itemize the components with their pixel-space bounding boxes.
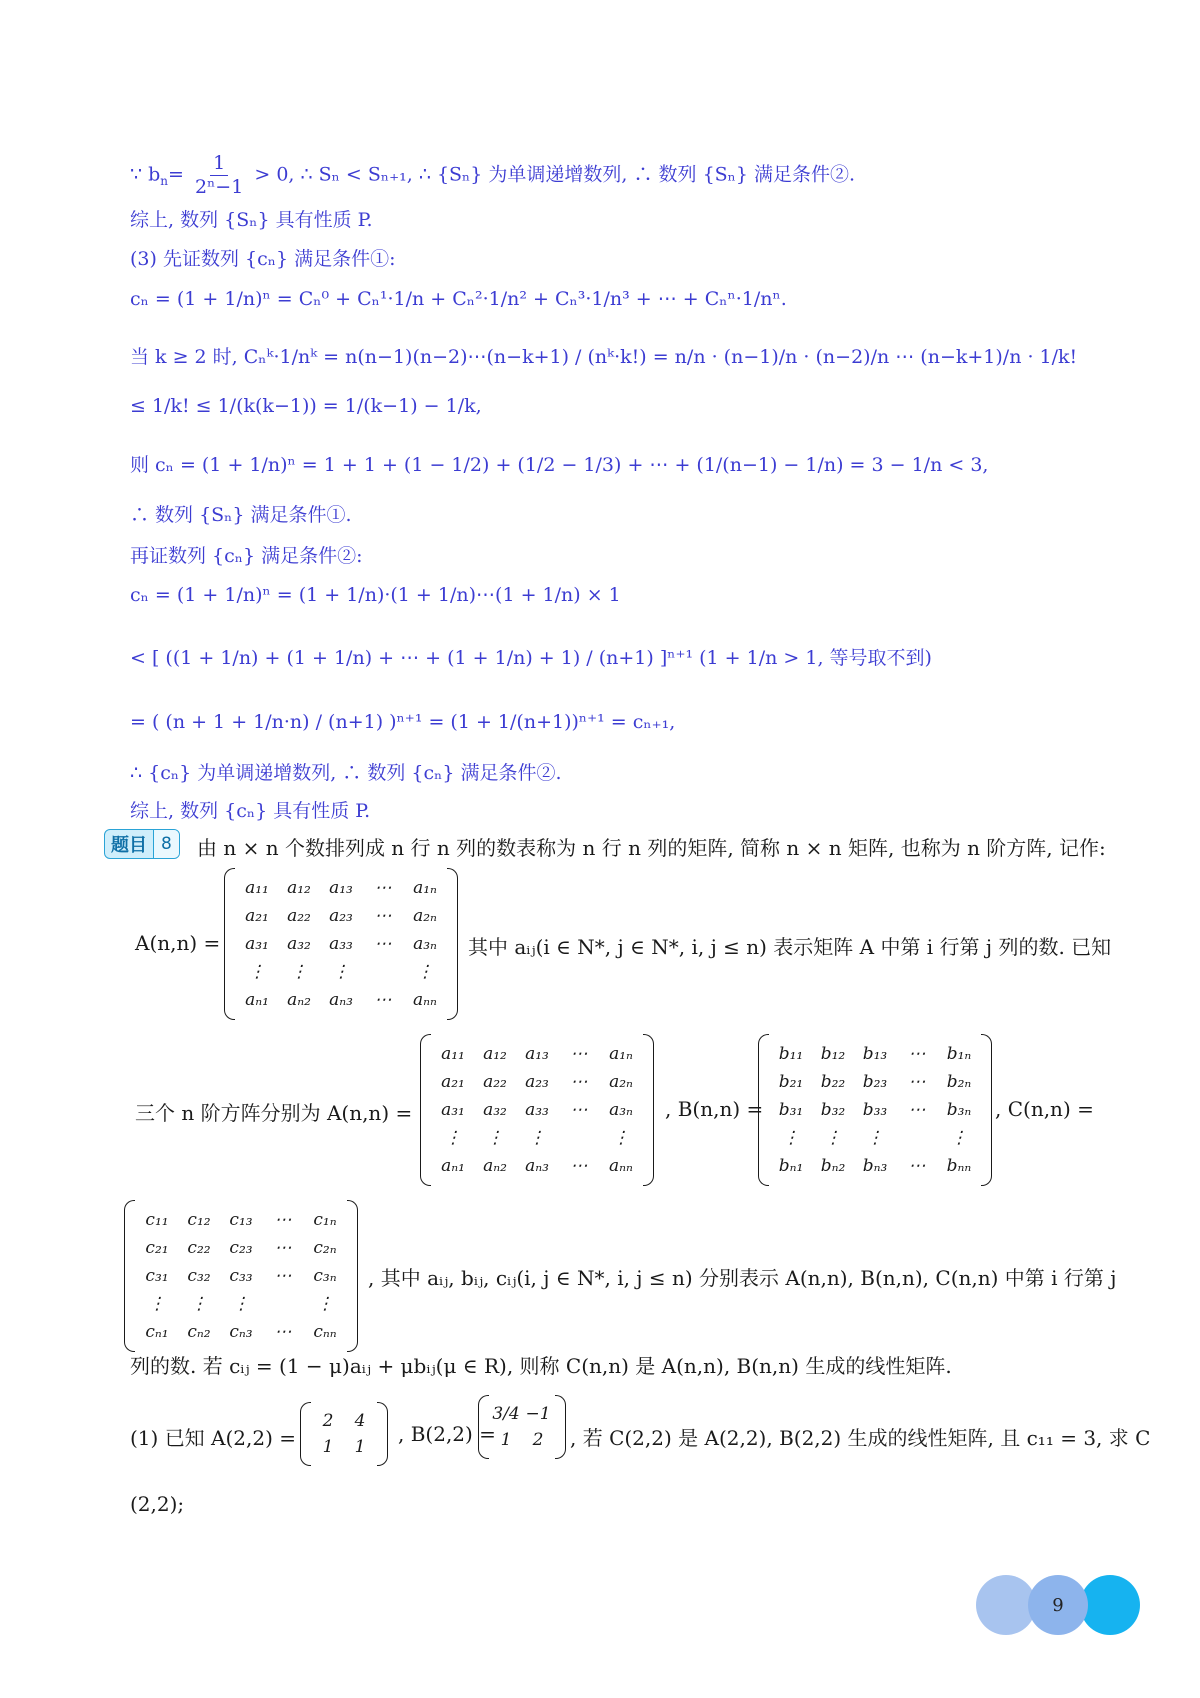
matrix-entry: bₙ₁ xyxy=(778,1156,804,1176)
matrix-entry: c₃₃ xyxy=(229,1266,253,1286)
where-text: , 其中 aᵢⱼ, bᵢⱼ, cᵢⱼ(i, j ∈ N*, i, j ≤ n) 分别表示 A(n,n), B(n,n), C(n,n) 中第 i 行第 j xyxy=(368,1266,1117,1290)
matrix-entry: ⋯ xyxy=(908,1044,926,1064)
matrix-entry: cₙ₂ xyxy=(187,1322,211,1342)
matrix-entry: c₁₃ xyxy=(229,1210,253,1230)
solution-line-8: ∴ 数列 {Sₙ} 满足条件①. xyxy=(130,504,352,526)
solution-line-3: (3) 先证数列 {cₙ} 满足条件①: xyxy=(130,248,396,270)
solution-line-1: ∵ $b_n=$ $\frac{1}{\text{2ⁿ−1}}$ > 0, ∴ Sₙ < Sₙ₊₁, ∴ {Sₙ} 为单调递增数列, ∴ 数列 {Sₙ} 满足条件②. xyxy=(130,152,856,198)
matrix-entry: aₙ₁ xyxy=(441,1156,465,1176)
matrix-entry: c₃ₙ xyxy=(313,1266,337,1286)
page-number: 9 xyxy=(1028,1575,1088,1635)
page-decoration-circle xyxy=(976,1575,1036,1635)
matrix-entry: b₁₁ xyxy=(778,1044,804,1064)
matrix-entry: b₃ₙ xyxy=(946,1100,972,1120)
matrix-entry: ⋯ xyxy=(908,1100,926,1120)
matrix-entry: ⋯ xyxy=(570,1044,588,1064)
matrix-entry: ⋯ xyxy=(570,1156,588,1176)
matrix-entry: a₂₂ xyxy=(287,906,311,926)
matrix-entry: a₁₃ xyxy=(525,1044,549,1064)
solution-line-7: 则 cₙ = (1 + 1/n)ⁿ = 1 + 1 + (1 − 1/2) + (1/2 − 1/3) + ⋯ + (1/(n−1) − 1/n) = 3 − 1/n < 3, xyxy=(130,454,989,476)
matrix-entry: 3/4 xyxy=(492,1404,520,1424)
solution-line-2: 综上, 数列 {Sₙ} 具有性质 P. xyxy=(130,209,373,231)
problem-tag-label: 题目 xyxy=(111,835,147,856)
matrix-entry: ⋮ xyxy=(528,1128,546,1148)
matrix-c xyxy=(124,1200,358,1352)
matrix-entry: b₂₂ xyxy=(820,1072,846,1092)
matrix-entry: a₂ₙ xyxy=(609,1072,633,1092)
matrix-b xyxy=(758,1034,992,1186)
matrix-entry: cₙ₃ xyxy=(229,1322,253,1342)
matrix-entry: ⋯ xyxy=(274,1266,292,1286)
matrix-entry: a₃ₙ xyxy=(413,934,437,954)
matrix-entry: a₁₃ xyxy=(329,878,353,898)
matrix-entry: 2 xyxy=(322,1411,334,1431)
matrix-entry: a₁₂ xyxy=(483,1044,507,1064)
matrix-entry: c₃₂ xyxy=(187,1266,211,1286)
matrix-entry: aₙ₃ xyxy=(525,1156,549,1176)
matrix-entry: a₂₃ xyxy=(525,1072,549,1092)
matrix-entry: b₁₂ xyxy=(820,1044,846,1064)
matrix-entry: b₃₂ xyxy=(820,1100,846,1120)
fraction: $\frac{1}{\text{2ⁿ−1}}$ xyxy=(195,152,244,198)
matrix-entry: a₃₁ xyxy=(441,1100,465,1120)
matrix-entry: 1 xyxy=(322,1437,334,1457)
matrix-entry: c₂ₙ xyxy=(313,1238,337,1258)
matrix-entry: ⋯ xyxy=(570,1100,588,1120)
matrix-entry: aₙₙ xyxy=(609,1156,633,1176)
matrix-entry: ⋮ xyxy=(232,1294,250,1314)
matrix-entry: a₂₁ xyxy=(441,1072,465,1092)
matrix-entry: a₃ₙ xyxy=(609,1100,633,1120)
solution-line-6: ≤ 1/k! ≤ 1/(k(k−1)) = 1/(k−1) − 1/k, xyxy=(130,395,482,417)
matrix-b-2x2 xyxy=(478,1395,566,1459)
matrix-entry: ⋮ xyxy=(190,1294,208,1314)
problem-intro: 由 n × n 个数排列成 n 行 n 列的数表称为 n 行 n 列的矩阵, 简称 n × n 矩阵, 也称为 n 阶方阵, 记作: xyxy=(197,836,1106,860)
matrix-entry: bₙ₂ xyxy=(820,1156,846,1176)
matrix-entry: ⋯ xyxy=(908,1156,926,1176)
matrix-entry: ⋮ xyxy=(416,962,434,982)
matrix-entry: 1 xyxy=(500,1430,512,1450)
matrix-entry: 4 xyxy=(354,1411,366,1431)
matrix-entry: ⋯ xyxy=(274,1210,292,1230)
matrix-entry: c₂₁ xyxy=(145,1238,169,1258)
matrix-entry: a₁ₙ xyxy=(609,1044,633,1064)
solution-line-9: 再证数列 {cₙ} 满足条件②: xyxy=(130,545,363,567)
problem-tag-number: 8 xyxy=(153,830,179,858)
solution-line-13: ∴ {cₙ} 为单调递增数列, ∴ 数列 {cₙ} 满足条件②. xyxy=(130,762,562,784)
matrix-entry: a₂₂ xyxy=(483,1072,507,1092)
matrix-b-label: , B(n,n) = xyxy=(665,1097,764,1121)
matrix-entry: cₙₙ xyxy=(313,1322,337,1342)
matrix-entry: a₂₃ xyxy=(329,906,353,926)
matrix-entry: ⋯ xyxy=(274,1322,292,1342)
matrix-entry: a₁₁ xyxy=(441,1044,465,1064)
matrix-entry: b₃₃ xyxy=(862,1100,888,1120)
page-decoration-circle xyxy=(1080,1575,1140,1635)
solution-line-14: 综上, 数列 {cₙ} 具有性质 P. xyxy=(130,800,371,822)
matrix-entry: ⋮ xyxy=(612,1128,630,1148)
matrix-entry: a₃₂ xyxy=(483,1100,507,1120)
solution-line-5: 当 k ≥ 2 时, Cₙᵏ·1/nᵏ = n(n−1)(n−2)⋯(n−k+1) / (nᵏ·k!) = n/n · (n−1)/n · (n−2)/n ⋯ (n−k+1)/n · 1/k! xyxy=(130,346,1078,368)
linear-definition: 列的数. 若 cᵢⱼ = (1 − μ)aᵢⱼ + μbᵢⱼ(μ ∈ R), 则称 C(n,n) 是 A(n,n), B(n,n) 生成的线性矩阵. xyxy=(130,1354,952,1378)
question-1-b: , B(2,2) = xyxy=(398,1422,496,1446)
matrix-entry: ⋮ xyxy=(290,962,308,982)
matrix-entry: 1 xyxy=(354,1437,366,1457)
matrix-entry: a₃₁ xyxy=(245,934,269,954)
solution-line-4: cₙ = (1 + 1/n)ⁿ = Cₙ⁰ + Cₙ¹·1/n + Cₙ²·1/n² + Cₙ³·1/n³ + ⋯ + Cₙⁿ·1/nⁿ. xyxy=(130,288,787,310)
matrix-entry: ⋮ xyxy=(316,1294,334,1314)
matrix-entry: ⋮ xyxy=(444,1128,462,1148)
matrix-entry: a₃₃ xyxy=(525,1100,549,1120)
matrix-entry: ⋮ xyxy=(332,962,350,982)
matrix-entry: b₂₁ xyxy=(778,1072,804,1092)
solution-line-11: < [ ((1 + 1/n) + (1 + 1/n) + ⋯ + (1 + 1/n) + 1) / (n+1) ]ⁿ⁺¹ (1 + 1/n > 1, 等号取不到) xyxy=(130,647,932,669)
question-1-a: (1) 已知 A(2,2) = xyxy=(130,1426,297,1450)
matrix-entry: a₃₃ xyxy=(329,934,353,954)
matrix-entry: a₃₂ xyxy=(287,934,311,954)
three-matrices-intro: 三个 n 阶方阵分别为 A(n,n) = xyxy=(135,1101,413,1125)
matrix-entry: ⋮ xyxy=(248,962,266,982)
matrix-entry: c₁₁ xyxy=(145,1210,169,1230)
matrix-entry: b₁ₙ xyxy=(946,1044,972,1064)
question-1-end: (2,2); xyxy=(130,1492,185,1516)
matrix-entry: ⋯ xyxy=(374,990,392,1010)
matrix-a xyxy=(420,1034,654,1186)
matrix-entry: b₁₃ xyxy=(862,1044,888,1064)
matrix-entry: bₙₙ xyxy=(946,1156,972,1176)
matrix-entry: aₙₙ xyxy=(413,990,437,1010)
matrix-entry: c₃₁ xyxy=(145,1266,169,1286)
matrix-entry: c₁₂ xyxy=(187,1210,211,1230)
matrix-c-label: , C(n,n) = xyxy=(995,1097,1094,1121)
problem-tag xyxy=(104,829,180,859)
matrix-entry: a₂₁ xyxy=(245,906,269,926)
matrix-entry: ⋮ xyxy=(866,1128,884,1148)
matrix-entry: ⋮ xyxy=(824,1128,842,1148)
matrix-entry: c₂₂ xyxy=(187,1238,211,1258)
matrix-entry: ⋮ xyxy=(148,1294,166,1314)
matrix-entry: bₙ₃ xyxy=(862,1156,888,1176)
question-1-c: , 若 C(2,2) 是 A(2,2), B(2,2) 生成的线性矩阵, 且 c₁₁ = 3, 求 C xyxy=(570,1426,1151,1450)
matrix-entry: 2 xyxy=(532,1430,544,1450)
matrix-entry: ⋮ xyxy=(950,1128,968,1148)
matrix-entry: ⋯ xyxy=(374,934,392,954)
matrix-entry: −1 xyxy=(525,1404,551,1424)
matrix-entry: cₙ₁ xyxy=(145,1322,169,1342)
matrix-entry: b₂ₙ xyxy=(946,1072,972,1092)
matrix-entry: aₙ₂ xyxy=(287,990,311,1010)
matrix-entry: a₁ₙ xyxy=(413,878,437,898)
solution-line-10: cₙ = (1 + 1/n)ⁿ = (1 + 1/n)·(1 + 1/n)⋯(1 + 1/n) × 1 xyxy=(130,584,621,606)
matrix-entry: ⋯ xyxy=(570,1072,588,1092)
matrix-entry: c₁ₙ xyxy=(313,1210,337,1230)
matrix-entry: ⋯ xyxy=(908,1072,926,1092)
matrix-entry: aₙ₁ xyxy=(245,990,269,1010)
matrix-entry: a₂ₙ xyxy=(413,906,437,926)
matrix-entry: ⋯ xyxy=(274,1238,292,1258)
matrix-entry: ⋯ xyxy=(374,906,392,926)
matrix-entry: ⋯ xyxy=(374,878,392,898)
def-lhs: A(n,n) = xyxy=(135,931,221,955)
matrix-entry: a₁₁ xyxy=(245,878,269,898)
matrix-entry: b₃₁ xyxy=(778,1100,804,1120)
matrix-entry: aₙ₃ xyxy=(329,990,353,1010)
matrix-entry: c₂₃ xyxy=(229,1238,253,1258)
matrix-a-definition xyxy=(224,868,458,1020)
matrix-a-2x2 xyxy=(300,1402,388,1466)
matrix-entry: a₁₂ xyxy=(287,878,311,898)
matrix-entry: b₂₃ xyxy=(862,1072,888,1092)
solution-line-12: = ( (n + 1 + 1/n·n) / (n+1) )ⁿ⁺¹ = (1 + 1/(n+1))ⁿ⁺¹ = cₙ₊₁, xyxy=(130,711,676,733)
matrix-entry: ⋮ xyxy=(782,1128,800,1148)
def-rhs: 其中 aᵢⱼ(i ∈ N*, j ∈ N*, i, j ≤ n) 表示矩阵 A 中第 i 行第 j 列的数. 已知 xyxy=(468,935,1112,959)
page-number-badge xyxy=(976,1575,1148,1635)
matrix-entry: ⋮ xyxy=(486,1128,504,1148)
matrix-entry: aₙ₂ xyxy=(483,1156,507,1176)
